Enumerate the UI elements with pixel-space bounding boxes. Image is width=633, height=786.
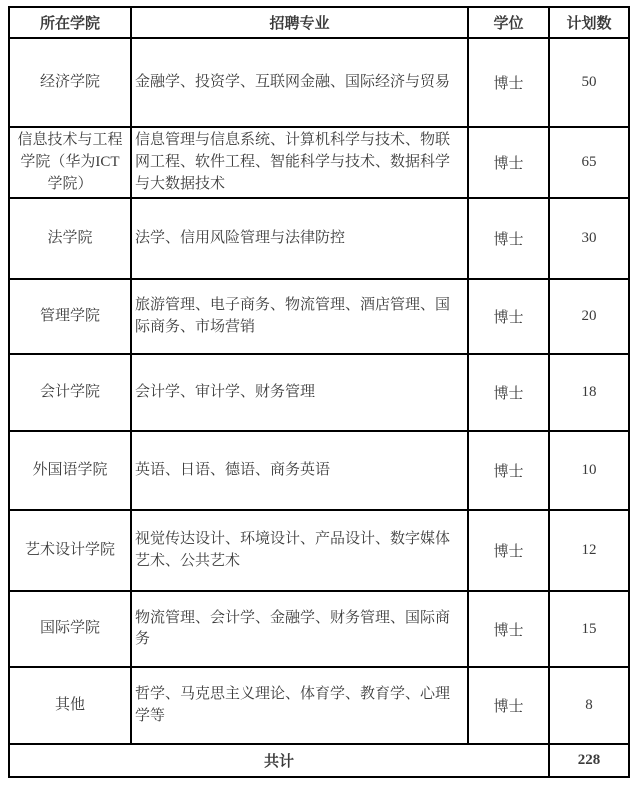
count-cell: 15 [549,591,629,667]
degree-cell: 博士 [468,510,549,591]
table-row [9,279,629,354]
total-row [9,744,629,777]
college-cell: 信息技术与工程学院（华为ICT学院） [9,127,131,198]
college-cell: 管理学院 [9,279,131,354]
count-cell: 18 [549,354,629,431]
table-row [9,591,629,667]
majors-cell: 会计学、审计学、财务管理 [131,354,468,431]
table-row [9,431,629,510]
total-count: 228 [549,744,629,777]
college-cell: 国际学院 [9,591,131,667]
column-header-college: 所在学院 [9,7,131,38]
total-label: 共计 [9,744,549,777]
degree-cell: 博士 [468,431,549,510]
degree-cell: 博士 [468,354,549,431]
degree-cell: 博士 [468,667,549,744]
column-header-count: 计划数 [549,7,629,38]
majors-cell: 法学、信用风险管理与法律防控 [131,198,468,279]
degree-cell: 博士 [468,198,549,279]
college-cell: 经济学院 [9,38,131,127]
count-cell: 50 [549,38,629,127]
table-row [9,667,629,744]
degree-cell: 博士 [468,591,549,667]
degree-cell: 博士 [468,38,549,127]
table-row [9,354,629,431]
college-cell: 其他 [9,667,131,744]
count-cell: 20 [549,279,629,354]
majors-cell: 金融学、投资学、互联网金融、国际经济与贸易 [131,38,468,127]
college-cell: 外国语学院 [9,431,131,510]
table-row [9,127,629,198]
header-row [9,7,629,38]
degree-cell: 博士 [468,279,549,354]
count-cell: 12 [549,510,629,591]
majors-cell: 英语、日语、德语、商务英语 [131,431,468,510]
count-cell: 8 [549,667,629,744]
count-cell: 30 [549,198,629,279]
college-cell: 法学院 [9,198,131,279]
table-row [9,198,629,279]
majors-cell: 视觉传达设计、环境设计、产品设计、数字媒体艺术、公共艺术 [131,510,468,591]
majors-cell: 物流管理、会计学、金融学、财务管理、国际商务 [131,591,468,667]
table-row [9,510,629,591]
majors-cell: 哲学、马克思主义理论、体育学、教育学、心理学等 [131,667,468,744]
count-cell: 10 [549,431,629,510]
column-header-degree: 学位 [468,7,549,38]
count-cell: 65 [549,127,629,198]
recruitment-plan-table [8,6,630,778]
college-cell: 艺术设计学院 [9,510,131,591]
majors-cell: 信息管理与信息系统、计算机科学与技术、物联网工程、软件工程、智能科学与技术、数据科学与大数据技术 [131,127,468,198]
column-header-majors: 招聘专业 [131,7,468,38]
table-row [9,38,629,127]
college-cell: 会计学院 [9,354,131,431]
degree-cell: 博士 [468,127,549,198]
majors-cell: 旅游管理、电子商务、物流管理、酒店管理、国际商务、市场营销 [131,279,468,354]
